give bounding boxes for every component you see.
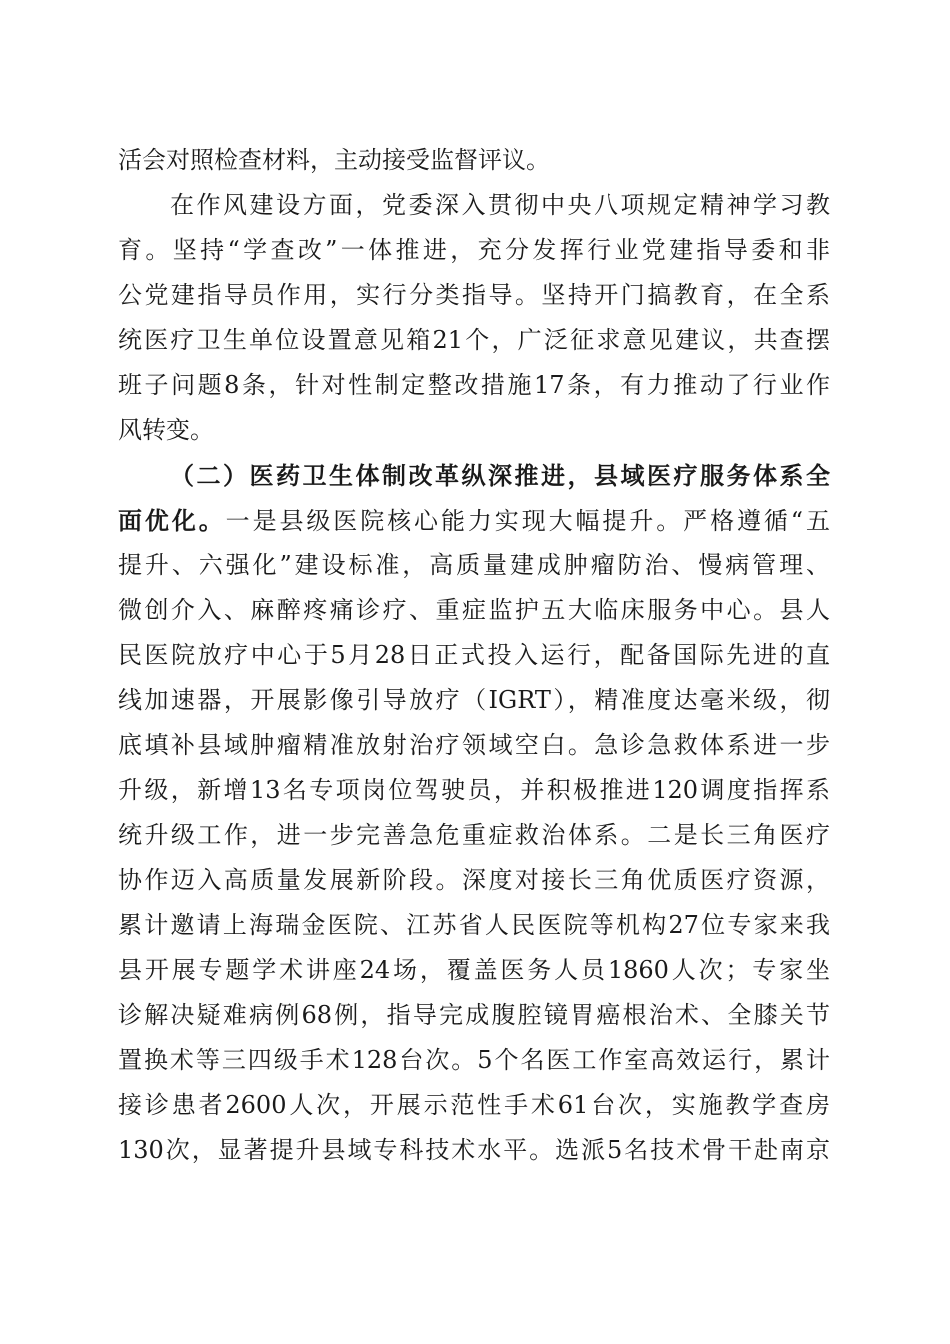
paragraph-line: 县开展专题学术讲座24场，覆盖医务人员1860人次；专家坐 <box>118 956 830 984</box>
paragraph-line: 风转变。 <box>118 416 214 444</box>
paragraph-line: 公党建指导员作用，实行分类指导。坚持开门搞教育，在全系 <box>118 281 830 309</box>
paragraph-line: 130次，显著提升县域专科技术水平。选派5名技术骨干赴南京 <box>118 1136 830 1164</box>
paragraph-line: 统医疗卫生单位设置意见箱21个，广泛征求意见建议，共查摆 <box>118 326 830 354</box>
paragraph-line: 诊解决疑难病例68例，指导完成腹腔镜胃癌根治术、全膝关节 <box>118 1001 830 1029</box>
paragraph-text: 一是县级医院核心能力实现大幅提升。严格遵循“五 <box>225 507 830 535</box>
paragraph-line: 累计邀请上海瑞金医院、江苏省人民医院等机构27位专家来我 <box>118 911 830 939</box>
paragraph-line: 微创介入、麻醉疼痛诊疗、重症监护五大临床服务中心。县人 <box>118 596 830 624</box>
paragraph-line: 育。坚持“学查改”一体推进，充分发挥行业党建指导委和非 <box>118 236 830 264</box>
section-heading: （二）医药卫生体制改革纵深推进，县域医疗服务体系全 <box>170 461 830 490</box>
section-heading-end: 面优化。 <box>118 506 226 535</box>
paragraph-line: 协作迈入高质量发展新阶段。深度对接长三角优质医疗资源， <box>118 866 830 894</box>
paragraph-line <box>118 498 830 543</box>
paragraph-line: 民医院放疗中心于5月28日正式投入运行，配备国际先进的直 <box>118 641 830 669</box>
paragraph-line: 升级，新增13名专项岗位驾驶员，并积极推进120调度指挥系 <box>118 776 830 804</box>
paragraph-line: 线加速器，开展影像引导放疗（IGRT），精准度达毫米级，彻 <box>118 686 830 714</box>
paragraph-line: 提升、六强化”建设标准，高质量建成肿瘤防治、慢病管理、 <box>118 551 830 579</box>
document-body <box>118 138 830 1173</box>
paragraph-line: 接诊患者2600人次，开展示范性手术61台次，实施教学查房 <box>118 1091 830 1119</box>
paragraph-line: 置换术等三四级手术128台次。5个名医工作室高效运行，累计 <box>118 1046 830 1074</box>
paragraph-line: 在作风建设方面，党委深入贯彻中央八项规定精神学习教 <box>170 191 830 219</box>
paragraph-line: 底填补县域肿瘤精准放射治疗领域空白。急诊急救体系进一步 <box>118 731 830 759</box>
paragraph-line: 活会对照检查材料，主动接受监督评议。 <box>118 146 550 174</box>
paragraph-line: 统升级工作，进一步完善急危重症救治体系。二是长三角医疗 <box>118 821 830 849</box>
paragraph-line: 班子问题8条，针对性制定整改措施17条，有力推动了行业作 <box>118 371 830 399</box>
